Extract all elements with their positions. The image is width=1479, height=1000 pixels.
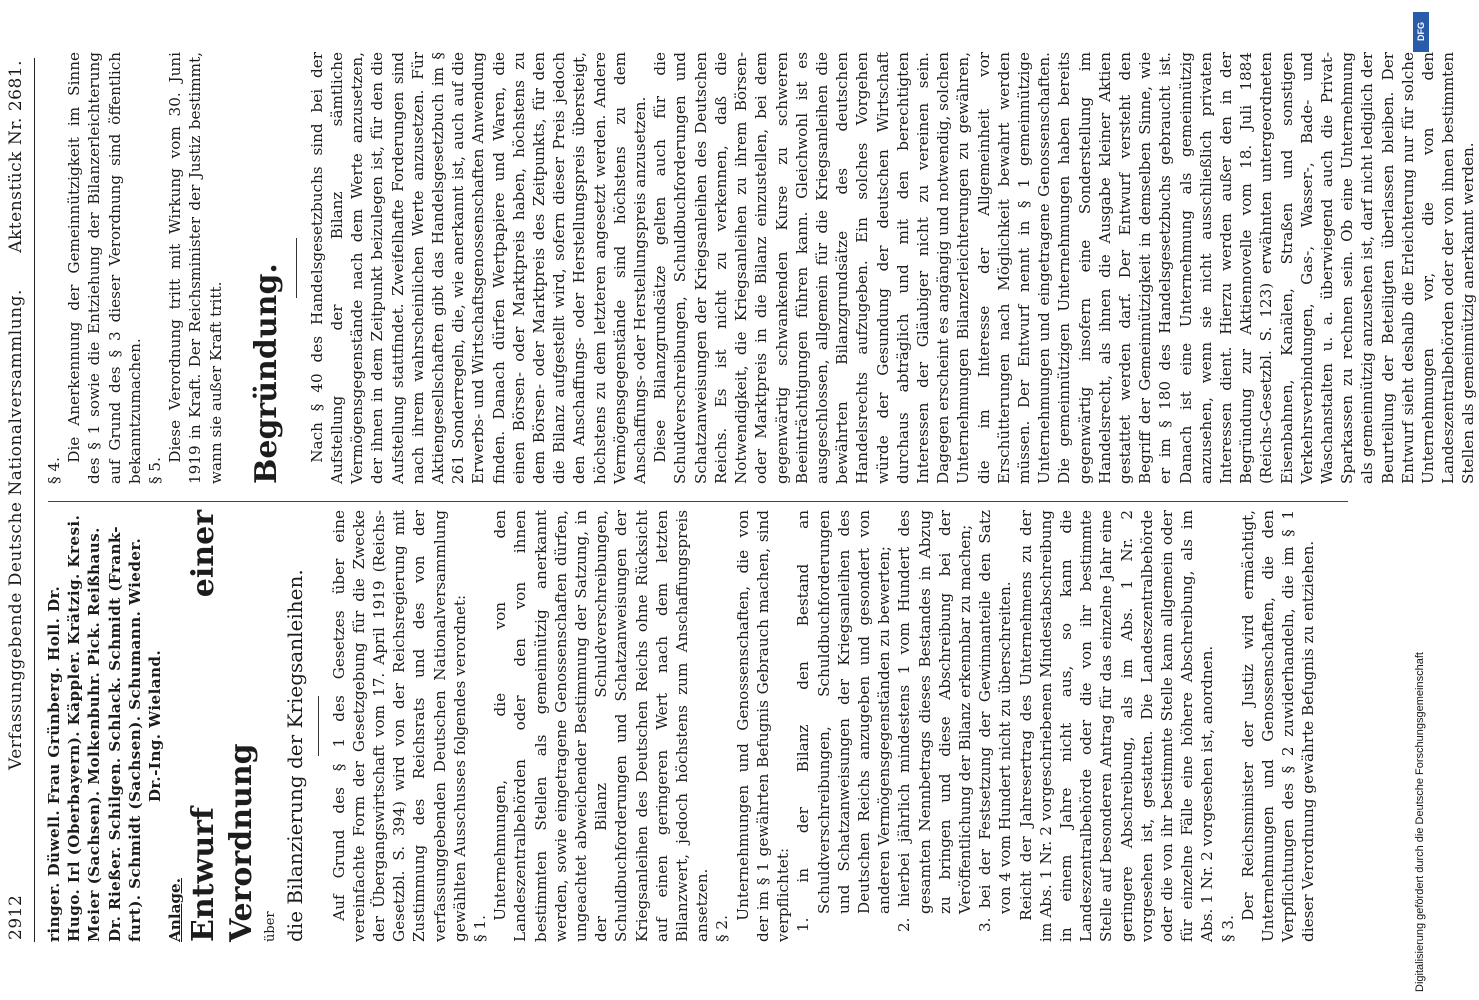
anlage-heading: Anlage. bbox=[166, 877, 185, 942]
list-item: 2. hierbei jährlich mindestens 1 vom Hundert des gesamten Nennbetrags dieses Bestandes in Abzug zu bringen und diese Abschreibung bei der Veröffentlichung der Bilanz erkennbar zu machen; bbox=[895, 510, 974, 932]
draft-title-ueber: über bbox=[263, 911, 279, 942]
digitization-stamp bbox=[1412, 6, 1432, 996]
preamble: Auf Grund des § 1 des Gesetzes über eine vereinfachte Form der Gesetzgebung für die Zwecke der Übergangswirtschaft vom 17. April 1919 (Reichs-Gesetzbl. S. 394) wird von der Reichsregierung mit Zustimmung des Reichsrats und des von der verfassunggebenden Deutschen Nationalversammlung gewählten Ausschusses folgendes verordnet: bbox=[329, 510, 469, 942]
section-text-5: Diese Verordnung tritt mit Wirkung vom 30. Juni 1919 in Kraft. Der Reichsminister der Justiz bestimmt, wann sie außer Kraft tritt. bbox=[166, 52, 225, 484]
column-divider bbox=[48, 501, 1348, 502]
list-item: 1. in der Bilanz den Bestand an Schuldverschreibungen, Schuldbuchforderungen und Schatzanweisungen der Kriegsanleihen des Deutschen Reichs anzugeben und gesondert von anderen Vermögensgegenständen zu bewerten; bbox=[794, 510, 894, 932]
page-number: 2912 bbox=[6, 894, 26, 940]
document-number: Aktenstück Nr. 2681. bbox=[6, 60, 26, 253]
begruendung-heading: Begründung. bbox=[248, 263, 284, 484]
left-column bbox=[44, 510, 1319, 942]
list-item: 3. bei der Festsetzung der Gewinnanteile den Satz von 4 vom Hundert nicht zu überschreiten. bbox=[976, 510, 1015, 932]
short-rule bbox=[296, 238, 297, 298]
section-heading-4: § 4. bbox=[45, 457, 63, 484]
section-heading-2: § 2. bbox=[713, 915, 732, 942]
funding-note: Digitalisierung gefördert durch die Deutsche Forschungsgemeinschaft bbox=[1414, 652, 1426, 992]
section-text-1: Unternehmungen, die von den Landeszentralbehörden oder den von ihnen bestimmten Stellen als gemeinnützig anerkannt werden, sowie eingetragene Genossenschaften dürfen, ungeachtet abweichender Bestimmung der Satzung, in der Bilanz Schuldverschreibungen, Schuldbuchforderungen und Schatzanweisungen der Kriegsanleihen des Deutschen Reichs ohne Rücksicht auf einen geringeren Wert nach dem letzten Bilanzwert, jedoch höchstens zum Anschaffungspreis ansetzen. bbox=[491, 510, 712, 942]
section-tail-2: Reicht der Jahresertrag des Unternehmens zu der im Abs. 1 Nr. 2 vorgeschriebenen Mindestabschreibung in einem Jahre nicht aus, so kann die Landeszentralbehörde oder die von ihr bestimmte Stelle auf besonderen Antrag für das einzelne Jahr eine geringere Abschreibung, als im Abs. 1 Nr. 2 vorgesehen ist, gestatten. Die Landeszentralbehörde oder die von ihr bestimmte Stelle kann allgemein oder für einzelne Fälle eine höhere Abschreibung, als im Abs. 1 Nr. 2 vorgesehen ist, anordnen. bbox=[1016, 510, 1217, 942]
member-names bbox=[44, 510, 165, 942]
right-column bbox=[44, 52, 1479, 484]
section-text-4: Die Anerkennung der Gemeinnützigkeit im Sinne des § 1 sowie die Entziehung der Bilanzerleichterung auf Grund des § 3 dieser Verordnung sind öffentlich bekanntzumachen. bbox=[65, 52, 144, 484]
begruendung-paragraph-1: Nach § 40 des Handelsgesetzbuchs sind bei der Aufstellung der Bilanz sämtliche Vermögensgegenstände nach dem Werte anzusetzen, der ihnen in dem Zeitpunkt beizulegen ist, für den die Aufstellung stattfindet. Zweifelhafte Forderungen sind nach ihrem wahrscheinlichen Werte anzusetzen. Für Aktiengesellschaften gibt das Handelsgesetzbuch im § 261 Sonderregeln, die, wie anerkannt ist, auch auf die Erwerbs- und Wirtschaftsgenossenschaften Anwendung finden. Danach dürfen Wertpapiere und Waren, die einen Börsen- oder Marktpreis haben, höchstens zu dem Börsen- oder Marktpreis des Zeitpunkts, für den die Bilanz aufgestellt wird, sofern dieser Preis jedoch den Anschaffungs- oder Herstellungspreis übersteigt, höchstens zu dem letzteren angesetzt werden. Andere Vermögensgegenstände sind höchstens zu dem Anschaffungs- oder Herstellungspreis anzusetzen. bbox=[307, 52, 650, 484]
names-line: furt). Schmidt (Sachsen). Schumann. Wieder. bbox=[125, 537, 144, 942]
journal-title: Verfassunggebende Deutsche Nationalversammlung. bbox=[6, 289, 26, 770]
names-line: ringer. Düwell. Frau Grünberg. Holl. Dr. bbox=[45, 585, 63, 942]
names-line: Dr. Rießer. Schilgen. Schlack. Schmidt (Frank- bbox=[105, 526, 124, 942]
draft-subtitle: die Bilanzierung der Kriegsanleihen. bbox=[282, 569, 307, 942]
header-rule bbox=[34, 58, 35, 942]
names-line: Hugo. Irl (Oberbayern). Käppler. Krätzig. Kresi. bbox=[65, 514, 84, 942]
names-line: Meier (Sachsen). Molkenbuhr. Pick. Reißhaus. bbox=[85, 527, 104, 942]
running-head bbox=[6, 60, 30, 940]
section-heading-1: § 1. bbox=[471, 915, 490, 942]
draft-title: Entwurf einer Verordnung bbox=[186, 510, 260, 942]
section-text-3: Der Reichsminister der Justiz wird ermächtigt, Unternehmungen und Genossenschaften, die den Verpflichtungen des § 2 zuwiderhandeln, die im § 1 dieser Verordnung gewährte Befugnis zu entziehen. bbox=[1238, 510, 1318, 942]
begruendung-paragraph-2: Diese Bilanzgrundsätze gelten auch für die Schuldverschreibungen, Schuldbuchforderungen und Schatzanweisungen der Kriegsanleihen des Deutschen Reichs. Es ist nicht zu verkennen, daß die Notwendigkeit, die Kriegsanleihen zu ihrem Börsen- oder Marktpreis in die Bilanz einzustellen, bei dem gegenwärtig schwankenden Kurse zu schweren Beeinträchtigungen führen kann. Gleichwohl ist es ausgeschlossen, allgemein für die Kriegsanleihen die bewährten Bilanzgrundsätze des deutschen Handelsrechts aufzugeben. Ein solches Vorgehen würde der Gesundung der deutschen Wirtschaft durchaus abträglich und mit den berechtigten Interessen der Gläubiger nicht zu vereinen sein. Dagegen erscheint es angängig und notwendig, solchen Unternehmungen Bilanzerleichterungen zu gewähren, die im Interesse der Allgemeinheit vor Erschütterungen nach Möglichkeit bewahrt werden müssen. Der Entwurf nennt in § 1 gemeinnützige Unternehmungen und eingetragene Genossenschaften. Die gemeinnützigen Unternehmungen haben bereits gegenwärtig insofern eine Sonderstellung im Handelsrecht, als ihnen die Ausgabe kleiner Aktien gestattet werden darf. Der Entwurf versteht den Begriff der Gemeinnützigkeit in demselben Sinne, wie er im § 180 des Handelsgesetzbuchs gebraucht ist. Danach ist eine Unternehmung als gemeinnützig anzusehen, wenn sie nicht ausschließlich privaten Interessen dient. Hierzu werden außer den in der Begründung zur Aktiennovelle vom 18. Juli 1884 (Reichs-Gesetzbl. S. 123) erwähnten untergeordneten Eisenbahnen, Kanälen, Straßen und sonstigen Verkehrsverbindungen, Gas-, Wasser-, Bade- und Waschanstalten u. a. überwiegend auch die Privat-Sparkassen zu rechnen sein. Ob eine Unternehmung als gemeinnützig anzusehen ist, darf nicht lediglich der Beurteilung der Beteiligten überlassen bleiben. Der Entwurf sieht deshalb die Erleichterung nur für solche Unternehmungen vor, die von den Landeszentralbehörden oder der von ihnen bestimmten Stellen als gemeinnützig anerkannt werden. bbox=[651, 52, 1478, 484]
section-heading-3: § 3. bbox=[1218, 915, 1237, 942]
short-rule bbox=[318, 696, 319, 756]
dfg-logo-icon: DFG bbox=[1413, 12, 1429, 52]
section-heading-5: § 5. bbox=[146, 457, 165, 484]
names-line: Dr.-Ing. Wieland. bbox=[146, 649, 165, 803]
section-intro-2: Unternehmungen und Genossenschaften, die von der im § 1 gewährten Befugnis Gebrauch machen, sind verpflichtet: bbox=[733, 510, 793, 942]
